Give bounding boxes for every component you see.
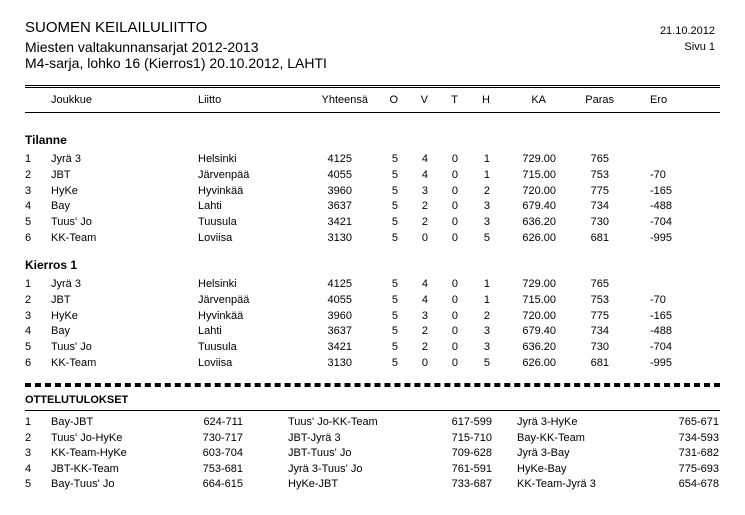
ka-cell: 636.20: [522, 341, 556, 354]
ka-cell: 626.00: [522, 232, 556, 244]
total-cell: 3960: [327, 309, 352, 322]
best-cell: 681: [590, 232, 609, 244]
t-cell: 0: [451, 293, 458, 306]
match-cell: Tuus' Jo-KK-Team: [288, 416, 378, 428]
match-cell: Jyrä 3-Bay: [517, 447, 570, 460]
best-cell: 753: [590, 168, 609, 181]
h-cell: 1: [483, 168, 490, 181]
match-cell: Jyrä 3-Tuus' Jo: [288, 462, 363, 475]
total-cell: 3421: [327, 216, 352, 229]
round-cell: 4: [25, 462, 32, 475]
series-line: M4-sarja, lohko 16 (Kierros1) 20.10.2012, LAHTI: [25, 55, 327, 71]
total-cell: 3637: [327, 200, 352, 213]
ka-cell: 729.00: [522, 278, 556, 290]
score-cell: 603-704: [202, 447, 243, 460]
ka-cell: 679.40: [522, 200, 556, 213]
best-cell: 765: [590, 153, 609, 165]
standings-row: [0, 278, 745, 291]
t-cell: 0: [451, 278, 458, 290]
standings-row: [0, 294, 745, 307]
t-cell: 0: [451, 153, 458, 165]
column-header: Paras: [585, 94, 614, 106]
o-cell: 5: [391, 357, 398, 369]
standings-row: [0, 153, 745, 166]
score-cell: 753-681: [202, 462, 243, 475]
best-cell: 734: [590, 325, 609, 338]
column-header: Joukkue: [51, 94, 92, 106]
o-cell: 5: [391, 325, 398, 338]
score-cell: 731-682: [678, 447, 719, 460]
score-cell: 775-693: [678, 462, 719, 475]
t-cell: 0: [451, 325, 458, 338]
t-cell: 0: [451, 168, 458, 181]
h-cell: 3: [483, 341, 490, 354]
o-cell: 5: [391, 341, 398, 354]
best-cell: 775: [590, 309, 609, 322]
total-cell: 4055: [327, 293, 352, 306]
rank-cell: 5: [25, 341, 32, 354]
v-cell: 2: [421, 341, 428, 354]
rank-cell: 1: [25, 153, 32, 165]
club-cell: Tuusula: [198, 341, 237, 354]
team-cell: KK-Team: [51, 232, 97, 244]
v-cell: 2: [421, 325, 428, 338]
v-cell: 0: [421, 232, 428, 244]
column-rule: [25, 112, 720, 113]
score-cell: 654-678: [678, 478, 719, 491]
round-cell: 2: [25, 431, 32, 444]
diff-cell: -704: [650, 216, 673, 229]
rank-cell: 2: [25, 293, 32, 306]
best-cell: 765: [590, 278, 609, 290]
team-cell: HyKe: [51, 184, 78, 197]
match-cell: Tuus' Jo-HyKe: [51, 431, 123, 444]
club-cell: Loviisa: [198, 357, 233, 369]
club-cell: Helsinki: [198, 153, 237, 165]
v-cell: 4: [421, 153, 428, 165]
rank-cell: 4: [25, 200, 32, 213]
diff-cell: -995: [650, 357, 673, 369]
team-cell: Jyrä 3: [51, 278, 81, 290]
best-cell: 775: [590, 184, 609, 197]
h-cell: 5: [483, 232, 490, 244]
h-cell: 1: [483, 153, 490, 165]
section-title: Kierros 1: [25, 258, 78, 272]
result-row: [0, 432, 745, 445]
print-date: 21.10.2012: [659, 25, 715, 37]
h-cell: 3: [483, 325, 490, 338]
standings-row: [0, 216, 745, 229]
v-cell: 3: [421, 309, 428, 322]
rank-cell: 6: [25, 232, 32, 244]
t-cell: 0: [451, 309, 458, 322]
ka-cell: 626.00: [522, 357, 556, 369]
match-cell: JBT-Tuus' Jo: [288, 447, 352, 460]
total-cell: 4055: [327, 168, 352, 181]
score-cell: 761-591: [451, 462, 492, 475]
diff-cell: -488: [650, 325, 673, 338]
rank-cell: 3: [25, 309, 32, 322]
match-cell: JBT-KK-Team: [51, 462, 119, 475]
total-cell: 3637: [327, 325, 352, 338]
column-header: V: [420, 94, 428, 106]
team-cell: JBT: [51, 168, 71, 181]
o-cell: 5: [391, 232, 398, 244]
match-cell: Jyrä 3-HyKe: [517, 416, 578, 428]
t-cell: 0: [451, 341, 458, 354]
score-cell: 664-615: [202, 478, 243, 491]
v-cell: 2: [421, 200, 428, 213]
team-cell: KK-Team: [51, 357, 97, 369]
o-cell: 5: [391, 278, 398, 290]
column-header: Ero: [650, 94, 668, 106]
standings-row: [0, 232, 745, 245]
match-cell: HyKe-JBT: [288, 478, 339, 491]
total-cell: 3130: [327, 357, 352, 369]
team-cell: Tuus' Jo: [51, 216, 92, 229]
results-title-rule: [25, 410, 720, 411]
section-title: Tilanne: [25, 133, 67, 147]
match-cell: KK-Team-HyKe: [51, 447, 127, 460]
club-cell: Järvenpää: [198, 168, 250, 181]
ka-cell: 729.00: [522, 153, 556, 165]
rank-cell: 3: [25, 184, 32, 197]
rank-cell: 1: [25, 278, 32, 290]
o-cell: 5: [391, 153, 398, 165]
standings-row: [0, 310, 745, 323]
team-cell: Tuus' Jo: [51, 341, 92, 354]
match-cell: KK-Team-Jyrä 3: [517, 478, 596, 491]
score-cell: 709-628: [451, 447, 492, 460]
match-cell: Bay-Tuus' Jo: [51, 478, 115, 491]
diff-cell: -165: [650, 184, 673, 197]
t-cell: 0: [451, 184, 458, 197]
match-cell: Bay-KK-Team: [517, 431, 585, 444]
t-cell: 0: [451, 357, 458, 369]
score-cell: 715-710: [451, 431, 492, 444]
team-cell: Bay: [51, 325, 70, 338]
score-cell: 765-671: [678, 416, 719, 428]
match-cell: JBT-Jyrä 3: [288, 431, 341, 444]
total-cell: 3130: [327, 232, 352, 244]
diff-cell: -995: [650, 232, 673, 244]
o-cell: 5: [391, 309, 398, 322]
column-header: Liitto: [198, 94, 222, 106]
rank-cell: 2: [25, 168, 32, 181]
ka-cell: 636.20: [522, 216, 556, 229]
total-cell: 3960: [327, 184, 352, 197]
results-title: OTTELUTULOKSET: [25, 394, 129, 406]
team-cell: Bay: [51, 200, 70, 213]
club-cell: Hyvinkää: [198, 309, 244, 322]
o-cell: 5: [391, 168, 398, 181]
best-cell: 730: [590, 216, 609, 229]
v-cell: 4: [421, 293, 428, 306]
column-header: T: [451, 94, 458, 106]
o-cell: 5: [391, 184, 398, 197]
diff-cell: -165: [650, 309, 673, 322]
ka-cell: 720.00: [522, 184, 556, 197]
round-cell: 5: [25, 478, 32, 491]
h-cell: 2: [483, 309, 490, 322]
team-cell: JBT: [51, 293, 71, 306]
diff-cell: -488: [650, 200, 673, 213]
h-cell: 1: [483, 278, 490, 290]
standings-row: [0, 169, 745, 182]
total-cell: 3421: [327, 341, 352, 354]
best-cell: 681: [590, 357, 609, 369]
team-cell: Jyrä 3: [51, 153, 81, 165]
v-cell: 3: [421, 184, 428, 197]
result-row: [0, 416, 745, 429]
ka-cell: 715.00: [522, 168, 556, 181]
score-cell: 730-717: [202, 431, 243, 444]
rank-cell: 5: [25, 216, 32, 229]
round-cell: 3: [25, 447, 32, 460]
ka-cell: 715.00: [522, 293, 556, 306]
team-cell: HyKe: [51, 309, 78, 322]
best-cell: 753: [590, 293, 609, 306]
standings-row: [0, 200, 745, 213]
result-row: [0, 463, 745, 476]
result-row: [0, 478, 745, 491]
ka-cell: 679.40: [522, 325, 556, 338]
t-cell: 0: [451, 200, 458, 213]
o-cell: 5: [391, 200, 398, 213]
document-title: SUOMEN KEILAILULIITTO: [25, 19, 208, 36]
score-cell: 617-599: [451, 416, 492, 428]
match-cell: Bay-JBT: [51, 416, 94, 428]
standings-row: [0, 357, 745, 370]
column-header: Yhteensä: [321, 94, 368, 106]
total-cell: 4125: [327, 153, 352, 165]
v-cell: 2: [421, 216, 428, 229]
standings-row: [0, 341, 745, 354]
column-header: H: [482, 94, 490, 106]
diff-cell: -70: [650, 168, 666, 181]
club-cell: Järvenpää: [198, 293, 250, 306]
h-cell: 5: [483, 357, 490, 369]
diff-cell: -704: [650, 341, 673, 354]
best-cell: 730: [590, 341, 609, 354]
h-cell: 2: [483, 184, 490, 197]
club-cell: Loviisa: [198, 232, 233, 244]
v-cell: 0: [421, 357, 428, 369]
column-header: KA: [531, 94, 546, 106]
t-cell: 0: [451, 216, 458, 229]
results-rule: [25, 383, 720, 387]
rank-cell: 6: [25, 357, 32, 369]
h-cell: 3: [483, 200, 490, 213]
rank-cell: 4: [25, 325, 32, 338]
o-cell: 5: [391, 216, 398, 229]
standings-row: [0, 325, 745, 338]
score-cell: 624-711: [203, 416, 243, 428]
score-cell: 734-593: [678, 431, 719, 444]
standings-row: [0, 185, 745, 198]
round-cell: 1: [25, 416, 32, 428]
club-cell: Hyvinkää: [198, 184, 244, 197]
h-cell: 3: [483, 216, 490, 229]
t-cell: 0: [451, 232, 458, 244]
best-cell: 734: [590, 200, 609, 213]
result-row: [0, 447, 745, 460]
header-rule: [25, 85, 720, 88]
v-cell: 4: [421, 278, 428, 290]
club-cell: Helsinki: [198, 278, 237, 290]
v-cell: 4: [421, 168, 428, 181]
h-cell: 1: [483, 293, 490, 306]
club-cell: Tuusula: [198, 216, 237, 229]
o-cell: 5: [391, 293, 398, 306]
page-number: Sivu 1: [684, 41, 715, 53]
ka-cell: 720.00: [522, 309, 556, 322]
total-cell: 4125: [327, 278, 352, 290]
score-cell: 733-687: [451, 478, 492, 491]
document-subtitle: Miesten valtakunnansarjat 2012-2013: [25, 39, 259, 55]
diff-cell: -70: [650, 293, 666, 306]
column-header: O: [389, 94, 398, 106]
match-cell: HyKe-Bay: [517, 462, 567, 475]
club-cell: Lahti: [198, 200, 222, 213]
club-cell: Lahti: [198, 325, 222, 338]
